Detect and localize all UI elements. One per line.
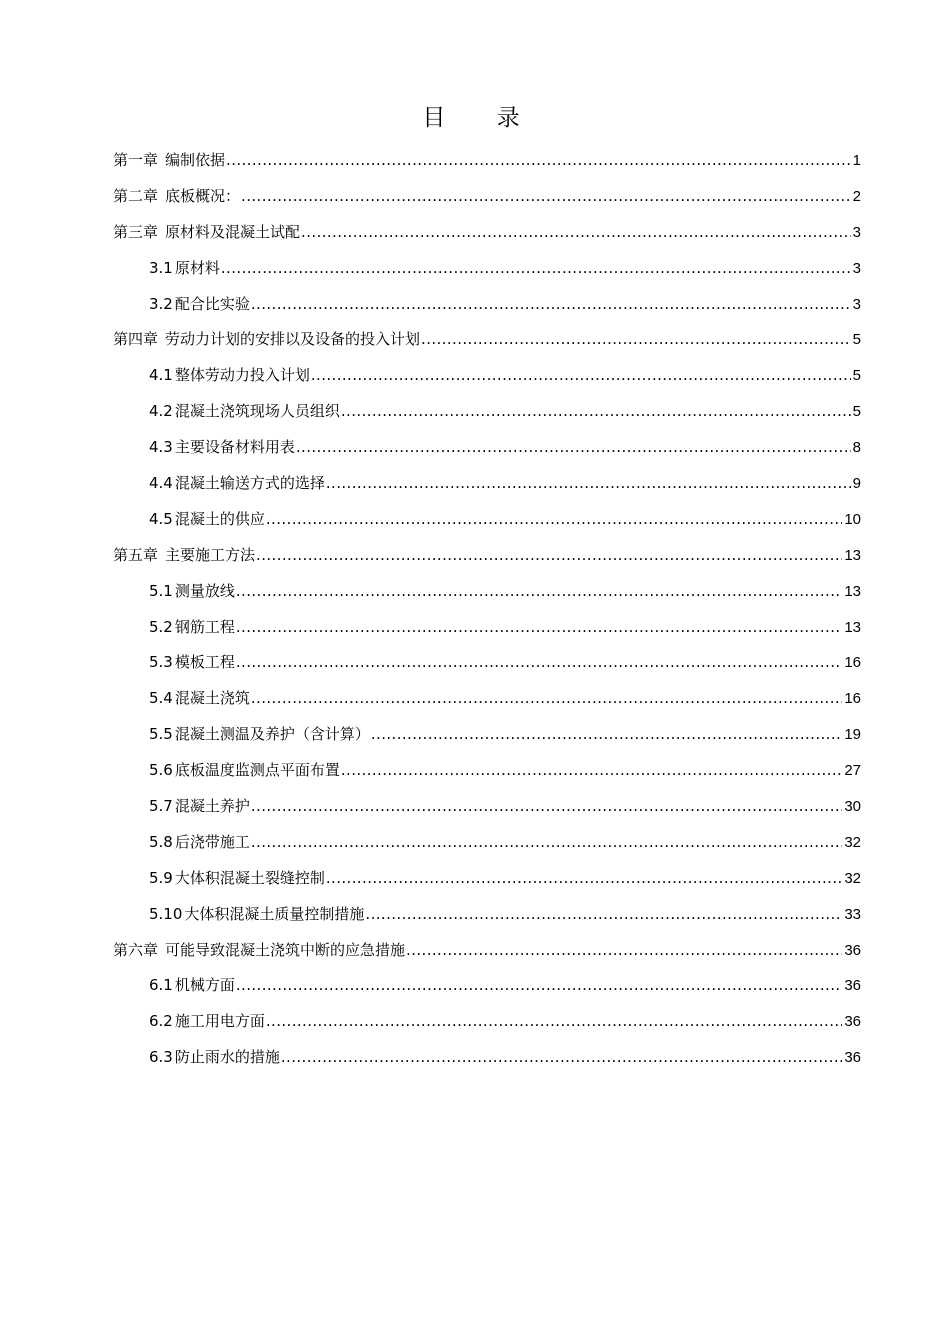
- toc-dot-leader: [236, 968, 842, 1004]
- toc-entry-number: 5.8: [149, 832, 173, 851]
- toc-page-number: 3: [852, 223, 861, 241]
- toc-dot-leader: [256, 538, 842, 574]
- toc-entry-label: 编制依据: [165, 151, 226, 169]
- toc-entry-number: 4.1: [149, 366, 173, 385]
- toc-entry-number: 6.2: [149, 1012, 173, 1031]
- toc-entry-number: 5.7: [149, 797, 173, 816]
- toc-dot-leader: [236, 574, 842, 610]
- toc-page-number: 10: [844, 510, 861, 528]
- toc-chapter-entry[interactable]: [113, 215, 861, 251]
- toc-entry-number: 第二章: [113, 186, 159, 205]
- toc-entry-heading: [149, 897, 364, 933]
- toc-entry-label: 混凝土浇筑现场人员组织: [174, 402, 340, 421]
- toc-dot-leader: [296, 430, 851, 466]
- toc-dot-leader: [341, 753, 842, 789]
- toc-section-entry[interactable]: [113, 430, 861, 466]
- toc-entry-label: 劳动力计划的安排以及设备的投入计划: [165, 330, 421, 349]
- toc-entry-label: 大体积混凝土裂缝控制: [174, 868, 325, 887]
- toc-title: 目 录: [422, 105, 542, 131]
- toc-entry-number: 6.3: [149, 1048, 173, 1067]
- toc-page-number: 33: [844, 905, 861, 923]
- toc-section-entry[interactable]: [113, 610, 861, 646]
- toc-entry-heading: [149, 681, 250, 717]
- toc-entry-number: 第五章: [113, 545, 159, 564]
- toc-entry-label: 底板温度监测点平面布置: [174, 761, 340, 780]
- toc-section-entry[interactable]: [113, 753, 861, 789]
- toc-entry-number: 5.3: [149, 653, 173, 672]
- toc-dot-leader: [236, 645, 842, 681]
- toc-entry-heading: [149, 394, 340, 430]
- toc-dot-leader: [326, 466, 851, 502]
- toc-dot-leader: [221, 251, 851, 287]
- toc-entry-heading: [113, 215, 300, 251]
- toc-page-number: 32: [844, 869, 861, 887]
- toc-chapter-entry[interactable]: [113, 538, 861, 574]
- toc-section-entry[interactable]: [113, 681, 861, 717]
- toc-page-number: 32: [844, 833, 861, 851]
- toc-page-number: 5: [852, 331, 861, 349]
- toc-entry-number: 3.1: [149, 258, 173, 277]
- toc-section-entry[interactable]: [113, 897, 861, 933]
- toc-entry-heading: [149, 861, 325, 897]
- toc-page-number: 1: [852, 152, 861, 169]
- toc-entry-heading: [149, 287, 250, 323]
- toc-dot-leader: [266, 1004, 842, 1040]
- toc-section-entry[interactable]: [113, 861, 861, 897]
- toc-page-number: 9: [852, 475, 861, 493]
- toc-entry-heading: [113, 933, 405, 969]
- toc-entry-heading: [149, 753, 340, 789]
- toc-entry-heading: [149, 717, 370, 753]
- toc-entry-label: 测量放线: [174, 581, 235, 600]
- toc-section-entry[interactable]: [113, 717, 861, 753]
- toc-section-entry[interactable]: [113, 1040, 861, 1076]
- toc-section-entry[interactable]: [113, 502, 861, 538]
- toc-section-entry[interactable]: [113, 251, 861, 287]
- toc-entry-heading: [149, 574, 235, 610]
- toc-dot-leader: [421, 322, 851, 358]
- toc-entry-label: 整体劳动力投入计划: [174, 366, 310, 385]
- toc-entry-number: 第三章: [113, 222, 159, 241]
- toc-page-number: 5: [852, 403, 861, 421]
- toc-dot-leader: [226, 143, 851, 179]
- toc-section-entry[interactable]: [113, 825, 861, 861]
- toc-dot-leader: [371, 717, 842, 753]
- toc-entry-heading: [149, 430, 295, 466]
- toc-dot-leader: [281, 1040, 842, 1076]
- toc-page-number: 36: [844, 1013, 861, 1031]
- toc-dot-leader: [341, 394, 851, 430]
- toc-entry-heading: [149, 610, 235, 646]
- toc-entry-label: 原材料及混凝土试配: [165, 222, 301, 241]
- toc-entry-label: 原材料: [174, 258, 220, 277]
- toc-entry-label: 主要设备材料用表: [174, 438, 295, 457]
- toc-entry-heading: [149, 466, 325, 502]
- toc-entry-heading: [149, 502, 265, 538]
- toc-chapter-entry[interactable]: [113, 179, 861, 215]
- toc-entry-number: 第六章: [113, 940, 159, 959]
- toc-page-number: 30: [844, 798, 861, 816]
- toc-entry-heading: [149, 1004, 265, 1040]
- toc-entry-heading: [149, 251, 220, 287]
- toc-entry-number: 3.2: [149, 294, 173, 313]
- toc-page-number: 16: [844, 654, 861, 672]
- toc-page-number: 13: [844, 582, 861, 600]
- toc-entry-label: 大体积混凝土质量控制措施: [184, 904, 365, 923]
- toc-entry-label: 混凝土输送方式的选择: [174, 474, 325, 493]
- toc-entry-number: 4.4: [149, 474, 173, 493]
- toc-section-entry[interactable]: [113, 358, 861, 394]
- toc-entry-number: 4.3: [149, 438, 173, 457]
- toc-page-number: 36: [844, 977, 861, 995]
- toc-dot-leader: [251, 681, 842, 717]
- toc-dot-leader: [311, 358, 851, 394]
- toc-dot-leader: [365, 897, 842, 933]
- toc-page-number: 13: [844, 618, 861, 636]
- toc-page-number: 8: [852, 439, 861, 457]
- toc-entry-number: 第一章: [113, 151, 159, 169]
- toc-dot-leader: [251, 287, 851, 323]
- toc-entry-label: 可能导致混凝土浇筑中断的应急措施: [165, 940, 406, 959]
- toc-entry-label: 防止雨水的措施: [174, 1048, 280, 1067]
- toc-dot-leader: [406, 933, 842, 969]
- toc-entry-label: 混凝土测温及养护（含计算）: [174, 725, 370, 744]
- toc-list: [113, 143, 861, 1076]
- toc-entry-number: 5.6: [149, 761, 173, 780]
- toc-page-number: 2: [852, 187, 861, 205]
- toc-page-number: 13: [844, 546, 861, 564]
- toc-entry-number: 5.2: [149, 617, 173, 636]
- toc-entry-label: 混凝土的供应: [174, 509, 265, 528]
- toc-entry-heading: [149, 358, 310, 394]
- toc-entry-label: 施工用电方面: [174, 1012, 265, 1031]
- toc-entry-label: 配合比实验: [174, 294, 250, 313]
- toc-page-number: 36: [844, 941, 861, 959]
- toc-dot-leader: [326, 861, 842, 897]
- toc-page-number: 16: [844, 690, 861, 708]
- toc-entry-label: 混凝土养护: [174, 797, 250, 816]
- toc-dot-leader: [266, 502, 842, 538]
- toc-dot-leader: [241, 179, 851, 215]
- toc-section-entry[interactable]: [113, 1004, 861, 1040]
- toc-entry-label: 混凝土浇筑: [174, 689, 250, 708]
- toc-entry-number: 5.10: [149, 904, 183, 923]
- toc-dot-leader: [236, 610, 842, 646]
- toc-chapter-entry[interactable]: [113, 933, 861, 969]
- toc-section-entry[interactable]: [113, 968, 861, 1004]
- toc-entry-number: 6.1: [149, 976, 173, 995]
- toc-entry-heading: [149, 645, 235, 681]
- toc-entry-number: 5.4: [149, 689, 173, 708]
- toc-entry-label: 钢筋工程: [174, 617, 235, 636]
- toc-entry-label: 模板工程: [174, 653, 235, 672]
- toc-page-number: 3: [852, 295, 861, 313]
- toc-entry-number: 5.5: [149, 725, 173, 744]
- toc-entry-number: 第四章: [113, 330, 159, 349]
- toc-dot-leader: [251, 789, 842, 825]
- toc-entry-label: 后浇带施工: [174, 832, 250, 851]
- toc-page-number: 36: [844, 1049, 861, 1067]
- toc-dot-leader: [251, 825, 842, 861]
- toc-entry-number: 4.2: [149, 402, 173, 421]
- toc-entry-heading: [149, 968, 235, 1004]
- toc-chapter-entry[interactable]: [113, 322, 861, 358]
- toc-page-number: 5: [852, 367, 861, 385]
- toc-entry-heading: [113, 322, 420, 358]
- toc-section-entry[interactable]: [113, 789, 861, 825]
- toc-entry-heading: [113, 538, 255, 574]
- toc-section-entry[interactable]: [113, 466, 861, 502]
- toc-entry-label: 主要施工方法: [165, 545, 256, 564]
- toc-entry-label: 机械方面: [174, 976, 235, 995]
- toc-page-number: 3: [852, 259, 861, 277]
- toc-entry-number: 5.1: [149, 581, 173, 600]
- toc-entry-heading: [113, 179, 240, 215]
- toc-entry-heading: [149, 789, 250, 825]
- toc-entry-label: 底板概况：: [165, 186, 241, 205]
- toc-section-entry[interactable]: [113, 394, 861, 430]
- toc-entry-number: 4.5: [149, 509, 173, 528]
- toc-section-entry[interactable]: [113, 574, 861, 610]
- toc-entry-heading: [149, 1040, 280, 1076]
- toc-dot-leader: [301, 215, 851, 251]
- toc-chapter-entry[interactable]: [113, 143, 861, 179]
- toc-entry-heading: [113, 143, 225, 179]
- toc-page-number: 27: [844, 762, 861, 780]
- toc-entry-number: 5.9: [149, 868, 173, 887]
- toc-section-entry[interactable]: [113, 287, 861, 323]
- toc-entry-heading: [149, 825, 250, 861]
- toc-page-number: 19: [844, 726, 861, 744]
- toc-section-entry[interactable]: [113, 645, 861, 681]
